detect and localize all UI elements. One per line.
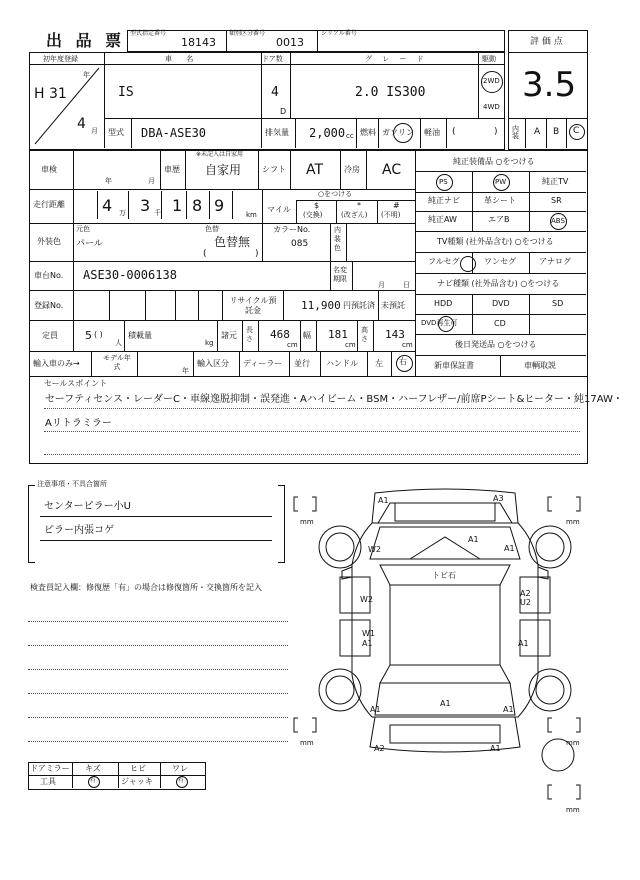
legend-jack-yes: 有 xyxy=(178,777,185,784)
interior-label: 内装 xyxy=(512,125,519,140)
sales-point-label: セールスポイント xyxy=(44,379,108,388)
damage-rear-right-wheel: A1 xyxy=(503,705,514,714)
import-class-label: 輸入区分 xyxy=(197,359,229,368)
inspector-label: 検査員記入欄：修復歴「有」の場合は修復箇所・交換箇所を記入 xyxy=(30,583,262,592)
type-no-label: 型式指定番号 xyxy=(130,30,167,37)
orig-color-label: 元色 xyxy=(76,225,90,233)
damage-left-rear-door-a1: A1 xyxy=(362,639,373,648)
doors-label: ドア数 xyxy=(262,55,283,63)
equip-tv: 純正TV xyxy=(542,177,569,186)
import-year: 年 xyxy=(182,367,189,375)
damage-left-rear-door-w1: W1 xyxy=(362,629,375,638)
model-year-label: モデル年式 xyxy=(103,354,131,371)
color-code-label: カラーNo. xyxy=(273,225,311,234)
equip-pw: PW xyxy=(495,178,507,186)
meigi-day: 日 xyxy=(403,281,410,289)
doors: 4 xyxy=(271,85,279,100)
tv-fullseg: フルセグ xyxy=(428,257,460,266)
shift: AT xyxy=(306,162,324,178)
legend-kizu: キズ xyxy=(85,764,101,773)
recycle-amount: 11,900 xyxy=(301,299,341,312)
recycle-label: リサイクル預託金 xyxy=(229,296,277,315)
navi-dvd: DVD xyxy=(492,299,510,308)
shaken-label: 車検 xyxy=(41,165,57,174)
import-parallel: 並行 xyxy=(294,359,310,368)
fuel-open: ( xyxy=(452,127,456,137)
first-reg-era: H 31 xyxy=(34,86,67,102)
diagram-mm-2: mm xyxy=(566,518,580,526)
equip-abs: ABS xyxy=(551,217,565,225)
diagram-mm-1: mm xyxy=(300,518,314,526)
model-label: 型式 xyxy=(108,128,124,137)
damage-right-front-door-u2: U2 xyxy=(520,598,531,607)
equip-ps: PS xyxy=(439,178,448,186)
equip-navi: 純正ナビ xyxy=(428,196,460,205)
doors-sub: D xyxy=(280,107,287,116)
tv-analog: アナログ xyxy=(539,257,571,266)
fuel-gasoline: ガソリン xyxy=(382,128,414,137)
interior-color-label: 内装色 xyxy=(334,226,341,252)
notes-bracket-left xyxy=(28,485,35,563)
length: 468 xyxy=(270,328,290,341)
notes-bracket-right xyxy=(278,485,285,563)
interior-a: A xyxy=(534,127,541,137)
serial-label: シリアル番号 xyxy=(321,30,357,37)
interior-c: C xyxy=(573,126,580,136)
fuel-close: ) xyxy=(494,127,498,137)
after-title: 後日発送品 ○をつける xyxy=(455,340,537,349)
sales-point-line2: Aリトラミラー xyxy=(45,418,112,429)
capacity: 5 xyxy=(85,329,92,342)
mileage-digit-2: 3 xyxy=(140,196,151,215)
legend-jack: ジャッキ xyxy=(121,777,153,786)
displacement: 2,000 xyxy=(309,126,346,140)
dims-label: 諸元 xyxy=(221,331,237,340)
mileage-label: 走行距離 xyxy=(33,200,65,209)
fuel-label: 燃料 xyxy=(360,128,376,137)
note-line1: センターピラー小U xyxy=(44,501,131,512)
mileage-unit-sen: 千 xyxy=(154,209,161,217)
car-name: IS xyxy=(118,85,134,100)
orig-color: パール xyxy=(76,239,103,249)
score-label: 評 価 点 xyxy=(530,37,563,47)
ac-label: 冷房 xyxy=(344,165,360,174)
meigi-label: 名変期限 xyxy=(333,266,347,283)
reg-label: 登録No. xyxy=(34,301,64,310)
damage-right-front-door-a2: A2 xyxy=(520,589,531,598)
drive-4wd: 4WD xyxy=(483,103,500,111)
capacity-label: 定員 xyxy=(42,331,58,340)
diagram-mm-4: mm xyxy=(566,739,580,747)
width: 181 xyxy=(328,328,348,341)
history-note: ※未記入は自家用 xyxy=(196,151,244,158)
navi-dvd-play: DVD再生可 xyxy=(421,319,458,327)
equip-sr: SR xyxy=(551,196,562,205)
damage-right-rear-door: A1 xyxy=(518,639,529,648)
legend-ware: ワレ xyxy=(172,764,188,773)
after-warranty: 新車保証書 xyxy=(434,361,474,370)
damage-front-bumper-left: A1 xyxy=(378,496,389,505)
navi-title: ナビ種類 (社外品含む) ○をつける xyxy=(437,279,560,288)
load-label: 積載量 xyxy=(128,331,152,340)
equip-title: 純正装備品 ○をつける xyxy=(453,157,535,166)
navi-cd: CD xyxy=(494,319,506,328)
type-no: 18143 xyxy=(181,36,216,49)
shift-label: シフト xyxy=(262,165,286,174)
equip-airbag: エアB xyxy=(488,215,510,224)
form-title: 出 品 票 xyxy=(46,31,126,50)
height-label: 高さ xyxy=(361,326,368,343)
color-label: 外装色 xyxy=(37,237,61,246)
class-no-label: 類別区分番号 xyxy=(229,30,266,37)
damage-trunk: A1 xyxy=(440,699,451,708)
mileage-star-sub: (改ざん) xyxy=(341,211,368,219)
import-dealer: ディーラー xyxy=(243,359,283,368)
handle-right: 右 xyxy=(399,357,407,366)
equip-leather: 革シート xyxy=(484,196,516,205)
after-manual: 車輌取説 xyxy=(524,361,556,370)
tv-oneseg: ワンセグ xyxy=(484,257,516,266)
interior-b: B xyxy=(553,127,560,137)
load-unit: kg xyxy=(205,339,214,347)
score-value: 3.5 xyxy=(522,65,577,105)
mileage-hash-sub: (不明) xyxy=(381,211,401,219)
class-no: 0013 xyxy=(276,36,304,49)
equip-aw: 純正AW xyxy=(428,215,457,224)
history: 自家用 xyxy=(205,163,242,177)
height: 143 xyxy=(385,328,405,341)
diagram-mm-3: mm xyxy=(300,739,314,747)
displacement-label: 排気量 xyxy=(265,128,289,137)
damage-windshield: トビ石 xyxy=(432,571,456,580)
sales-point-line1: セーフティセンス・レーダーC・車線逸脱抑制・誤発進・Aハイビーム・BSM・ハーフレザー/前席Pシート&ヒーター・純17AW・ xyxy=(45,394,623,405)
drive-label: 駆動 xyxy=(482,55,496,63)
paint-paren-close: ) xyxy=(255,249,259,259)
recycle-unit: 円 xyxy=(343,301,351,310)
tv-title: TV種類 (社外品含む) ○をつける xyxy=(437,237,554,246)
first-reg-label: 初年度登録 xyxy=(43,55,78,63)
mileage-dollar-sub: (交換) xyxy=(303,211,323,219)
width-unit: cm xyxy=(345,341,356,349)
damage-rear-left-wheel: A1 xyxy=(370,705,381,714)
legend-mirror: ドアミラー xyxy=(30,764,70,773)
meigi-month: 月 xyxy=(378,281,385,289)
model: DBA-ASE30 xyxy=(141,126,207,140)
navi-hdd: HDD xyxy=(434,299,453,308)
legend-hibi: ヒビ xyxy=(130,764,146,773)
chassis-label: 車台No. xyxy=(34,271,64,280)
diagram-mm-5: mm xyxy=(566,806,580,814)
navi-sd: SD xyxy=(552,299,564,308)
capacity-paren: ( ) xyxy=(94,330,103,339)
fuel-diesel: 軽油 xyxy=(424,128,440,137)
mileage-digit-4: 8 xyxy=(192,196,203,215)
mileage-star: * xyxy=(357,201,361,210)
ac: AC xyxy=(382,162,402,178)
length-label: 長さ xyxy=(246,326,253,343)
shaken-month: 月 xyxy=(148,177,155,185)
mileage-digit-1: 4 xyxy=(102,196,113,215)
mileage-hash: # xyxy=(393,201,400,210)
notes-label: 注意事項・不具合箇所 xyxy=(37,480,107,488)
grade-label: グ レ ー ド xyxy=(365,55,428,63)
width-label: 幅 xyxy=(303,331,311,340)
year-unit: 年 xyxy=(83,71,90,79)
paint-label: 色替 xyxy=(205,225,219,233)
length-unit: cm xyxy=(287,341,298,349)
damage-front-bumper-right: A3 xyxy=(493,494,504,503)
first-reg-month: 4 xyxy=(77,116,86,132)
first-reg-slash xyxy=(29,64,105,148)
mileage-digit-3: 1 xyxy=(172,196,183,215)
detail-table xyxy=(29,150,417,378)
mileage-digit-5: 9 xyxy=(214,196,225,215)
capacity-unit: 人 xyxy=(115,339,122,347)
handle-left: 左 xyxy=(375,359,383,368)
import-label: 輸入車のみ→ xyxy=(33,359,80,368)
damage-rear-bumper-left: A2 xyxy=(374,744,385,753)
car-name-label: 車 名 xyxy=(165,55,200,63)
mileage-attach-note: ○をつける xyxy=(318,190,353,198)
handle-label: ハンドル xyxy=(326,359,358,368)
displacement-unit: cc xyxy=(346,132,354,140)
color-code: 085 xyxy=(291,239,309,249)
height-unit: cm xyxy=(402,341,413,349)
legend-tools-yes: 有 xyxy=(90,777,97,784)
legend-tools: 工具 xyxy=(40,777,56,786)
grade: 2.0 IS300 xyxy=(355,85,426,100)
recycle-prepaid: 預託済 xyxy=(351,301,375,310)
month-unit: 月 xyxy=(91,127,98,135)
recycle-unpaid: 未預託 xyxy=(381,301,405,310)
car-damage-diagram xyxy=(290,485,600,815)
mileage-km: km xyxy=(246,211,257,219)
damage-front-left-fender: W2 xyxy=(368,545,381,554)
damage-hood: A1 xyxy=(468,535,479,544)
damage-left-front-door: W2 xyxy=(360,595,373,604)
sales-point-box xyxy=(29,376,588,464)
mileage-unit-man: 万 xyxy=(119,209,126,217)
chassis-no: ASE30-0006138 xyxy=(83,268,177,282)
mileage-dollar: $ xyxy=(314,201,320,210)
history-label: 車歴 xyxy=(164,165,180,174)
drive-2wd: 2WD xyxy=(483,77,500,85)
damage-rear-bumper-right: A1 xyxy=(490,744,501,753)
paint: 色替無 xyxy=(214,235,251,249)
mileage-mile: マイル xyxy=(267,205,291,214)
paint-paren-open: ( xyxy=(203,249,207,259)
note-line2: ピラー内張コゲ xyxy=(44,525,114,536)
damage-front-right-wheel: A1 xyxy=(504,544,515,553)
shaken-year: 年 xyxy=(105,177,112,185)
